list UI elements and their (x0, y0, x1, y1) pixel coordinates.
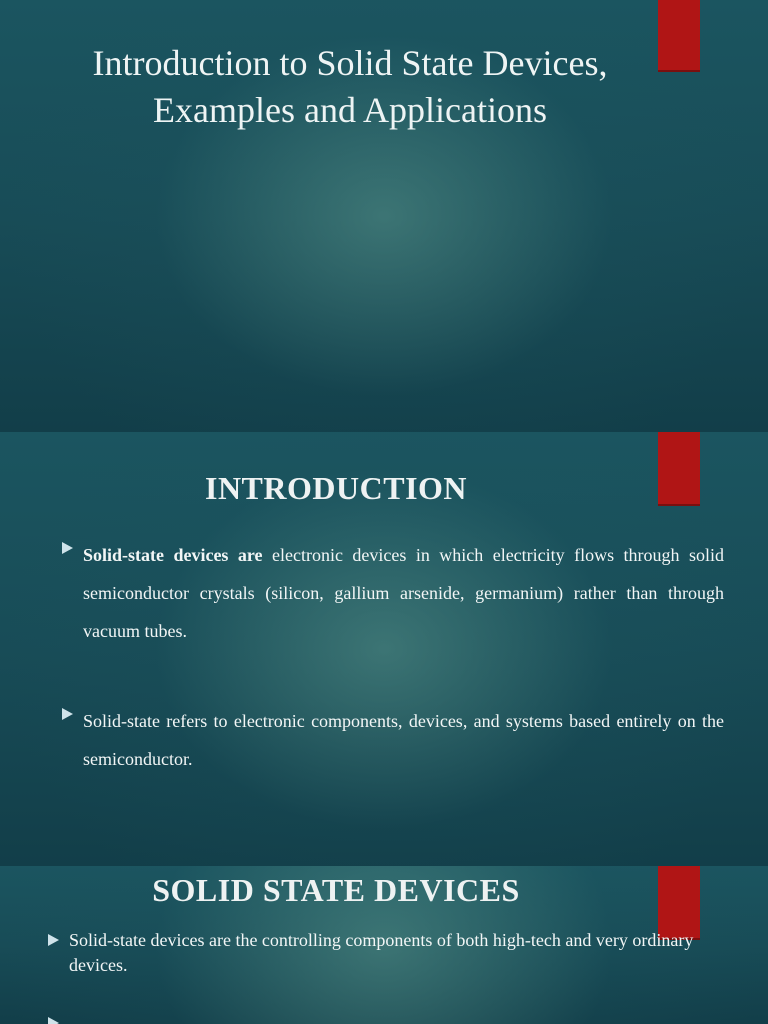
slide-solid-state-devices (0, 866, 768, 1024)
triangle-bullet-icon (48, 934, 59, 946)
slide-heading: SOLID STATE DEVICES (152, 872, 520, 908)
triangle-bullet-icon (48, 1017, 59, 1024)
triangle-bullet-icon (62, 542, 73, 554)
triangle-bullet-icon (62, 708, 73, 720)
slide-introduction (0, 432, 768, 866)
bullet-bold-lead: Solid-state devices are (83, 545, 263, 565)
bullet-text (83, 536, 724, 650)
slide-title (0, 0, 768, 432)
slide-heading: INTRODUCTION (204, 470, 468, 506)
accent-bar (658, 0, 700, 72)
bullet-item (48, 928, 728, 978)
slide-title-text: Introduction to Solid State Devices, Examples and Applications (92, 43, 608, 130)
bullet-body: electronic devices in which electricity flows through solid semiconductor crystals (silicon, gallium arsenide, germanium) rather than through vacuum tubes. (83, 545, 725, 641)
bullet-text: Solid-state refers to electronic components, devices, and systems based entirely on the semiconductor. (83, 711, 724, 769)
bullet-item (62, 702, 724, 778)
bullet-text: Solid-state devices are the controlling components of both high-tech and very ordinary devices. (69, 930, 694, 975)
bullet-item (62, 536, 724, 650)
bullet-item (48, 1011, 728, 1024)
